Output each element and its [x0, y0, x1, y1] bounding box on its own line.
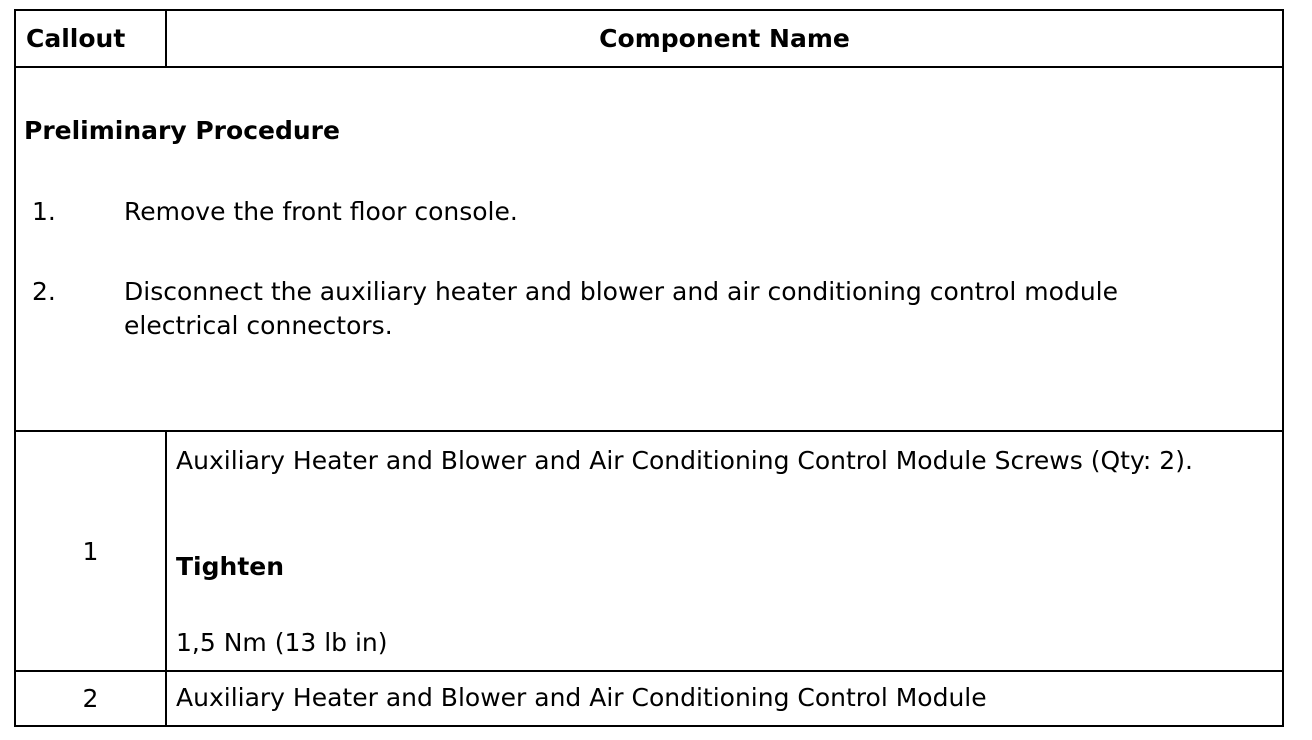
step-text: Disconnect the auxiliary heater and blower and air conditioning control module electrical connectors.: [124, 277, 1118, 340]
component-name-column-header: Component Name: [166, 10, 1283, 67]
preliminary-procedure-title: Preliminary Procedure: [24, 116, 340, 145]
component-name-cell: [166, 671, 1283, 726]
component-table: [14, 9, 1284, 727]
step-number: 2.: [32, 277, 56, 306]
callout-column-header: Callout: [15, 10, 166, 67]
table-row: [15, 431, 1283, 671]
preliminary-procedure-cell: [15, 67, 1283, 431]
preliminary-procedure-row: [15, 67, 1283, 431]
torque-spec: 1,5 Nm (13 lb in): [176, 628, 388, 657]
component-name: Auxiliary Heater and Blower and Air Conditioning Control Module Screws (Qty: 2).: [176, 446, 1193, 475]
table-header-row: [15, 10, 1283, 67]
table-row: [15, 671, 1283, 726]
component-name-cell: [166, 431, 1283, 671]
tighten-label: Tighten: [176, 552, 285, 581]
callout-number: 2: [15, 671, 166, 726]
component-name: Auxiliary Heater and Blower and Air Conditioning Control Module: [176, 683, 987, 712]
callout-number: 1: [15, 431, 166, 671]
step-text: Remove the front floor console.: [124, 197, 518, 226]
step-number: 1.: [32, 197, 56, 226]
